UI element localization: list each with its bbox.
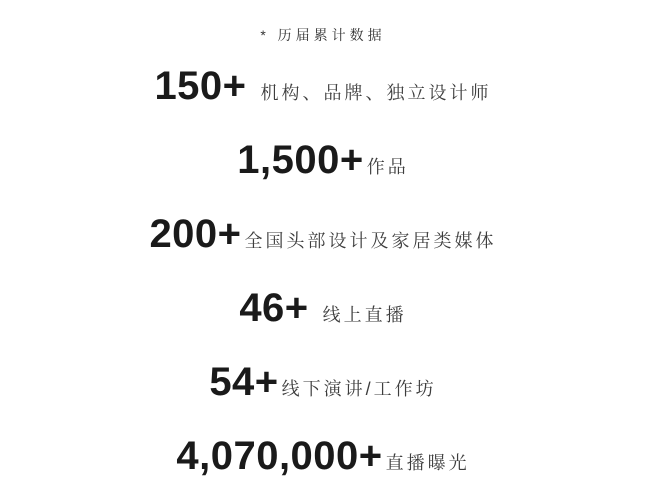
- stat-row-media: [0, 214, 646, 263]
- stat-value: 4,070,000+: [176, 434, 383, 478]
- stat-label: 全国头部设计及家居类媒体: [244, 231, 497, 251]
- stat-label: 作品: [366, 157, 409, 177]
- stat-value: 200+: [149, 212, 242, 256]
- note-text: * 历届累计数据: [260, 27, 386, 43]
- stat-label: 机构、品牌、独立设计师: [260, 83, 492, 103]
- stat-row-works: [0, 140, 646, 189]
- stat-value: 46+: [239, 286, 309, 330]
- stat-label: 线上直播: [322, 305, 407, 325]
- stat-label: 线下演讲/工作坊: [281, 379, 437, 399]
- stat-value: 1,500+: [237, 138, 364, 182]
- stat-value: 54+: [209, 360, 279, 404]
- stat-row-online-livestreams: [0, 288, 646, 337]
- stat-row-livestream-exposure: [0, 436, 646, 485]
- stat-row-institutions: [0, 66, 646, 115]
- stat-row-offline-talks: [0, 362, 646, 411]
- stat-label: 直播曝光: [385, 453, 470, 473]
- note-line: [0, 0, 646, 45]
- stat-value: 150+: [154, 64, 247, 108]
